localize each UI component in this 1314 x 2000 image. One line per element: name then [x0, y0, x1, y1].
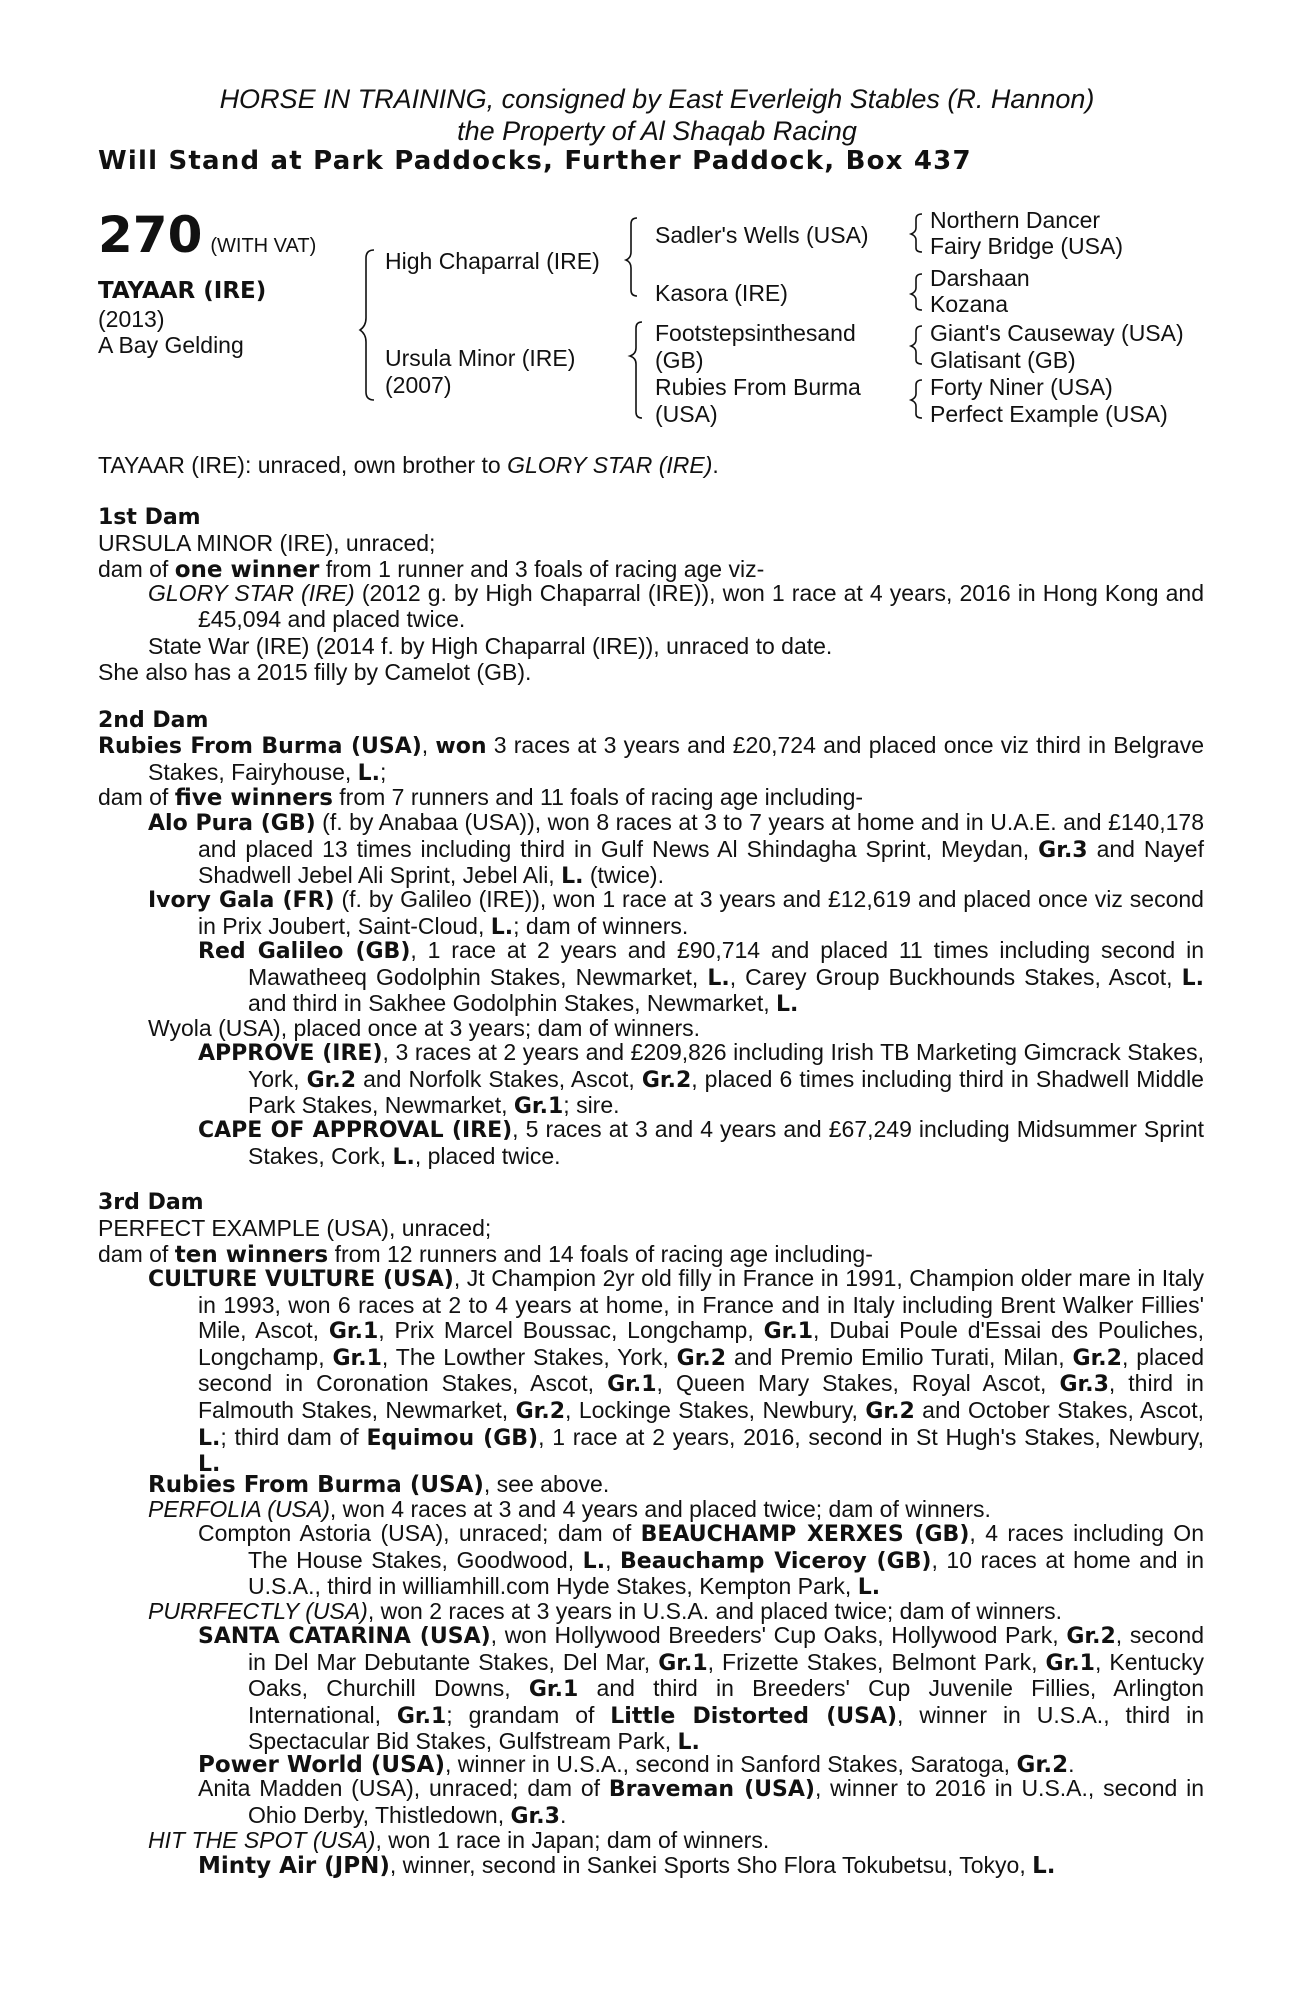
dam-year: (2007): [385, 372, 452, 398]
produce-minty-air: Minty Air (JPN), winner, second in Sankei Sports Sho Flora Tokubetsu, Tokyo, L.: [198, 1852, 1056, 1879]
brother-name: GLORY STAR (IRE): [507, 452, 713, 478]
first-dam-name: URSULA MINOR (IRE), unraced;: [98, 530, 436, 556]
granddam-1: Fairy Bridge (USA): [930, 233, 1123, 259]
second-dam-record: Rubies From Burma (USA), won 3 races at 3 years and £20,724 and placed once viz third in Belgrave Stakes, Fairyhouse, L.;: [98, 732, 1205, 786]
produce-wyola: Wyola (USA), placed once at 3 years; dam of winners.: [148, 1015, 701, 1041]
grandsire-3: Giant's Causeway (USA): [930, 320, 1184, 346]
produce-alo-pura: Alo Pura (GB) (f. by Anabaa (USA)), won 8 races at 3 to 7 years at home and in U.A.E. and £140,178 and placed 13 times including third in Gulf News Al Shindagha Sprint, Meydan, Gr.3 and Nayef Shadwell Jebel Ali Sprint, Jebel Ali, L. (twice).: [148, 809, 1204, 890]
produce-purrfectly: PURRFECTLY (USA), won 2 races at 3 years in U.S.A. and placed twice; dam of winners.: [148, 1598, 1062, 1624]
second-dam-heading: 2nd Dam: [98, 708, 209, 733]
produce-anita-madden: Anita Madden (USA), unraced; dam of Braveman (USA), winner to 2016 in U.S.A., second in Ohio Derby, Thistledown, Gr.3.: [198, 1775, 1204, 1829]
vat-note: (WITH VAT): [210, 235, 317, 257]
produce-approve: APPROVE (IRE), 3 races at 2 years and £209,826 including Irish TB Marketing Gimcrack Stakes, York, Gr.2 and Norfolk Stakes, Ascot, Gr.2, placed 6 times including third in Shadwell Middle Park Stakes, Newmarket, Gr.1; sire.: [198, 1039, 1204, 1120]
stand-location-line: Will Stand at Park Paddocks, Further Paddock, Box 437: [98, 146, 972, 176]
produce-state-war: State War (IRE) (2014 f. by High Chaparral (IRE)), unraced to date.: [148, 633, 833, 659]
sire-sire: Sadler's Wells (USA): [655, 222, 869, 248]
property-line: the Property of Al Shaqab Racing: [457, 116, 857, 146]
produce-hit-the-spot: HIT THE SPOT (USA), won 1 race in Japan; dam of winners.: [148, 1827, 770, 1853]
sire-dam: Kasora (IRE): [655, 280, 788, 306]
grandsire-1: Northern Dancer: [930, 207, 1101, 233]
dam-dam: Rubies From Burma: [655, 374, 861, 400]
dam-dam-suffix: (USA): [655, 401, 718, 427]
produce-red-galileo: Red Galileo (GB), 1 race at 2 years and £90,714 and placed 11 times including second in Mawatheeq Godolphin Stakes, Newmarket, L., Carey Group Buckhounds Stakes, Ascot, L. and third in Sakhee Godolphin Stakes, Newmarket, L.: [198, 937, 1204, 1018]
grandsire-2: Darshaan: [930, 265, 1030, 291]
horse-name: TAYAAR (IRE): [98, 278, 267, 304]
granddam-3: Glatisant (GB): [930, 347, 1076, 373]
produce-cape-of-approval: CAPE OF APPROVAL (IRE), 5 races at 3 and 4 years and £67,249 including Midsummer Sprint Stakes, Cork, L., placed twice.: [198, 1116, 1205, 1170]
horse-summary: TAYAAR (IRE): unraced, own brother to GLORY STAR (IRE).: [98, 452, 719, 478]
horse-year: (2013): [98, 306, 165, 332]
granddam-2: Kozana: [930, 291, 1009, 317]
dam-sire: Footstepsinthesand: [655, 320, 856, 346]
produce-glory-star: GLORY STAR (IRE) (2012 g. by High Chaparral (IRE)), won 1 race at 4 years, 2016 in Hong Kong and £45,094 and placed twice.: [148, 580, 1205, 632]
produce-power-world: Power World (USA), winner in U.S.A., second in Sanford Stakes, Saratoga, Gr.2.: [198, 1751, 1075, 1778]
third-dam-produce: dam of ten winners from 12 runners and 14 foals of racing age including-: [98, 1241, 873, 1268]
produce-compton-astoria: Compton Astoria (USA), unraced; dam of BEAUCHAMP XERXES (GB), 4 races including On The House Stakes, Goodwood, L., Beauchamp Viceroy (GB), 10 races at home and in U.S.A., third in williamhill.com Hyde Stakes, Kempton Park, L.: [198, 1520, 1204, 1601]
consignor-line: HORSE IN TRAINING, consigned by East Everleigh Stables (R. Hannon): [219, 84, 1095, 114]
dam: Ursula Minor (IRE): [385, 345, 576, 371]
horse-description: A Bay Gelding: [98, 332, 244, 358]
produce-ivory-gala: Ivory Gala (FR) (f. by Galileo (IRE)), won 1 race at 3 years and £12,619 and placed once viz second in Prix Joubert, Saint-Cloud, L.; dam of winners.: [148, 886, 1204, 940]
first-dam-produce: dam of one winner from 1 runner and 3 foals of racing age viz-: [98, 556, 765, 583]
produce-2015-filly: She also has a 2015 filly by Camelot (GB).: [98, 659, 532, 685]
produce-rubies-from-burma: Rubies From Burma (USA), see above.: [148, 1471, 610, 1498]
dam-sire-suffix: (GB): [655, 347, 704, 373]
produce-culture-vulture: CULTURE VULTURE (USA), Jt Champion 2yr old filly in France in 1991, Champion older mare in Italy in 1993, won 6 races at 2 to 4 years at home, in France and in Italy including Brent Walker Fillies' Mile, Ascot, Gr.1, Prix Marcel Boussac, Longchamp, Gr.1, Dubai Poule d'Essai des Pouliches, Longchamp, Gr.1, The Lowther Stakes, York, Gr.2 and Premio Emilio Turati, Milan, Gr.2, placed second in Coronation Stakes, Ascot, Gr.1, Queen Mary Stakes, Royal Ascot, Gr.3, third in Falmouth Stakes, Newmarket, Gr.2, Lockinge Stakes, Newbury, Gr.2 and October Stakes, Ascot, L.; third dam of Equimou (GB), 1 race at 2 years, 2016, second in St Hugh's Stakes, Newbury, L.: [148, 1265, 1205, 1478]
produce-santa-catarina: SANTA CATARINA (USA), won Hollywood Breeders' Cup Oaks, Hollywood Park, Gr.2, second in Del Mar Debutante Stakes, Del Mar, Gr.1, Frizette Stakes, Belmont Park, Gr.1, Kentucky Oaks, Churchill Downs, Gr.1 and third in Breeders' Cup Juvenile Fillies, Arlington International, Gr.1; grandam of Little Distorted (USA), winner in U.S.A., third in Spectacular Bid Stakes, Gulfstream Park, L.: [198, 1622, 1205, 1756]
third-dam-name: PERFECT EXAMPLE (USA), unraced;: [98, 1215, 492, 1241]
third-dam-heading: 3rd Dam: [98, 1190, 204, 1215]
produce-perfolia: PERFOLIA (USA), won 4 races at 3 and 4 years and placed twice; dam of winners.: [148, 1496, 991, 1522]
lot-number: 270: [98, 206, 203, 264]
granddam-4: Perfect Example (USA): [930, 401, 1168, 427]
sire: High Chaparral (IRE): [385, 248, 600, 274]
second-dam-produce: dam of five winners from 7 runners and 11 foals of racing age including-: [98, 784, 864, 811]
grandsire-4: Forty Niner (USA): [930, 374, 1113, 400]
first-dam-heading: 1st Dam: [98, 505, 201, 530]
